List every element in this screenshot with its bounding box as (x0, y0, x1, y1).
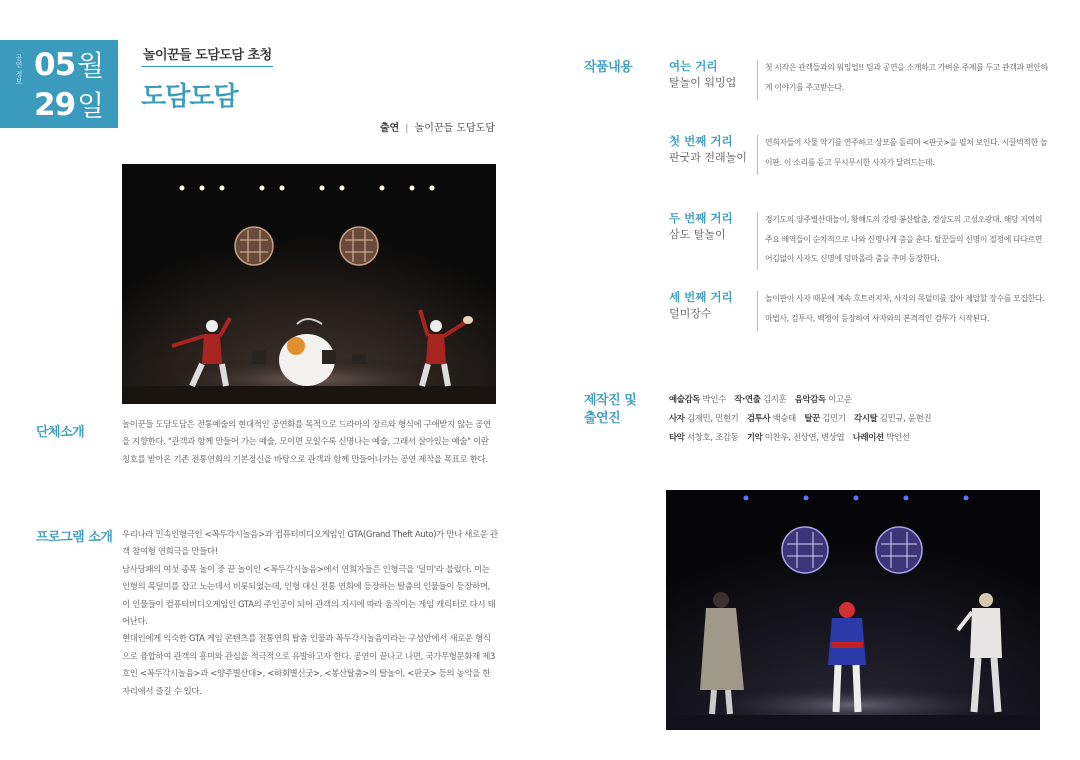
scene-2 (669, 210, 1069, 270)
credit-name: 이고운 (828, 394, 852, 404)
credit-role: 각시탈 (854, 413, 878, 423)
credits-heading-line-1: 제작진 및 (584, 393, 637, 408)
program-intro-paragraph-3: 현대인에게 익숙한 GTA 게임 콘텐츠를 전통연희 탈춤 인물과 꼭두각시놀음이라는 구성안에서 새로운 형식으로 융합하여 관객의 흥미와 관심을 적극적으로 유발하고자 한다. 공연이 끝나고 나면, 국가무형문화재 제3호인 <꼭두각시놀음>과 <양주별산대>, <하회별신굿>, <봉산탈춤>의 탈놀이, <판굿> 등의 농악을 한 자리에서 즐길 수 있다. (122, 633, 496, 696)
scene-3 (669, 289, 1069, 333)
performance-photo-2 (666, 490, 1040, 730)
scene-subtitle: 덜미장수 (669, 307, 712, 320)
page-subtitle: 놀이꾼들 도담도담 초청 (143, 48, 272, 63)
credit-role: 나레이션 (852, 432, 884, 442)
scene-divider (757, 212, 758, 270)
credit-name: 김민규, 윤현진 (879, 413, 932, 423)
credit-name: 김재민, 민현기 (686, 413, 739, 423)
program-intro-heading: 프로그램 소개 (36, 530, 113, 545)
credit-item (853, 432, 910, 442)
credit-item (669, 432, 738, 442)
credit-item (795, 394, 852, 404)
credit-item (747, 432, 845, 442)
date-badge (0, 40, 118, 128)
date-month (34, 44, 103, 84)
credits-heading (584, 392, 636, 428)
scene-title: 첫 번째 거리 (669, 134, 733, 148)
credit-item (804, 413, 845, 423)
scene-divider (757, 135, 758, 175)
scene-description: 경기도의 양주별산대놀이, 황해도의 강령·봉산탈춤, 경상도의 고성오광대. 해당 지역의 주요 배역들이 순차적으로 나와 신명나게 춤을 춘다. 탈꾼들의 신명이 절정에 다다르면 어김없이 사자도 신명에 덩마올라 춤을 추며 등장한다. (765, 215, 1043, 263)
credit-name: 서창호, 조감동 (686, 432, 739, 442)
credit-role: 타악 (669, 432, 685, 442)
date-day (34, 84, 103, 124)
credit-name: 박인수 (702, 394, 726, 404)
group-intro-heading: 단체소개 (36, 425, 85, 440)
credit-role: 예술감독 (669, 394, 701, 404)
credit-name: 이찬우, 전상연, 변상엽 (764, 432, 845, 442)
cast-value: 놀이꾼들 도담도담 (414, 123, 495, 134)
credit-role: 음악감독 (794, 394, 826, 404)
scene-description: 놀이판이 사자 때문에 계속 흐트러지자, 사자의 목덜미를 잡아 제압할 장수를 모집한다. 마법사, 검투사, 백정이 등장하여 사자와의 본격적인 검투가 시작된다. (765, 294, 1045, 323)
scene-divider (757, 60, 758, 100)
date-side-label: 공연 정보 (15, 54, 23, 85)
cast-credit (380, 119, 495, 134)
credit-item (734, 394, 786, 404)
cast-label: 출연 (379, 123, 400, 134)
day-number: 29 (34, 87, 76, 123)
day-unit: 일 (77, 89, 104, 122)
scene-subtitle: 탈놀이 워밍업 (669, 76, 737, 89)
credit-item (669, 394, 726, 404)
credit-name: 백승태 (772, 413, 796, 423)
credit-name: 김지훈 (762, 394, 787, 404)
credit-role: 작·연출 (734, 394, 761, 404)
page-title: 도담도담 (141, 82, 238, 112)
program-intro-paragraph-1: 우리나라 민속인형극인 <꼭두각시놀음>과 컴퓨터비디오게임인 GTA(Grand Theft Auto)가 만나 새로운 관객 참여형 연희극을 만들다! (122, 529, 498, 557)
scene-title: 세 번째 거리 (669, 290, 733, 304)
scene-title: 여는 거리 (669, 59, 718, 73)
credit-name: 김민기 (822, 413, 846, 423)
credit-item (747, 413, 796, 423)
credit-role: 기악 (746, 432, 763, 442)
scene-subtitle: 판굿과 전래놀이 (669, 151, 747, 164)
scene-1 (669, 133, 1069, 177)
credit-name: 박인선 (886, 432, 910, 442)
credits-row (669, 390, 1069, 409)
subtitle-divider (141, 66, 273, 67)
scene-divider (757, 291, 758, 331)
scene-description: 연희자들이 사물 악기를 연주하고 상모를 돌리며 <판굿>을 펼쳐 보인다. 시끌벅적한 놀이판. 이 소리를 듣고 무시무시한 사자가 달려드는데. (765, 138, 1048, 167)
scene-description: 첫 시작은 관객들과의 워밍업!! 팀과 공연을 소개하고 가벼운 주제를 두고 관객과 편안하게 이야기를 주고받는다. (765, 63, 1048, 92)
credits-row (669, 428, 1069, 447)
group-intro-paragraph: 놀이꾼들 도담도담은 전통예술의 현대적인 공연화를 목적으로 드라마의 장르와 형식에 구애받지 않는 공연을 지향한다. "관객과 함께 만들어 가는 예술, 모이면 모일수록 신명나는 예술, 그래서 살아있는 예술" 이란 칭호를 받아온 기존 전통연희의 기본정신을 바탕으로 관객과 함께 만들어나가는 공연 제작을 목표로 한다. (122, 419, 491, 464)
credit-item (669, 413, 738, 423)
performance-photo-1 (122, 164, 496, 404)
credit-item (854, 413, 931, 423)
month-unit: 월 (77, 49, 104, 82)
credit-role: 사자 (669, 413, 685, 423)
program-intro-text (122, 526, 498, 700)
credits-row (669, 409, 1069, 428)
scene-subtitle: 삼도 탈놀이 (669, 228, 726, 241)
month-number: 05 (34, 47, 76, 83)
group-intro-text (122, 416, 498, 468)
cast-separator: | (405, 123, 409, 134)
scene-0 (669, 58, 1069, 102)
credits-list (669, 390, 1069, 447)
credits-heading-line-2: 출연진 (584, 411, 621, 426)
program-intro-paragraph-2: 남사당패의 여섯 종목 놀이 중 끝 놀이인 <꼭두각시놀음>에서 연희자들은 인형극을 '덜미'라 불렀다. 이는 인형의 목덜미를 잡고 노는데서 비롯되었는데, 인형 대신 전통 연희에 등장하는 탈춤의 인물들이 등장하며, 이 인물들이 컴퓨터비디오게임인 GTA의 주인공이 되어 관객의 지시에 따라 움직이는 게임 캐릭터로 다시 태어난다. (122, 563, 496, 627)
credit-role: 탈꾼 (804, 413, 820, 423)
content-heading: 작품내용 (584, 60, 633, 75)
credit-role: 검투사 (746, 413, 771, 423)
scene-title: 두 번째 거리 (669, 211, 733, 225)
